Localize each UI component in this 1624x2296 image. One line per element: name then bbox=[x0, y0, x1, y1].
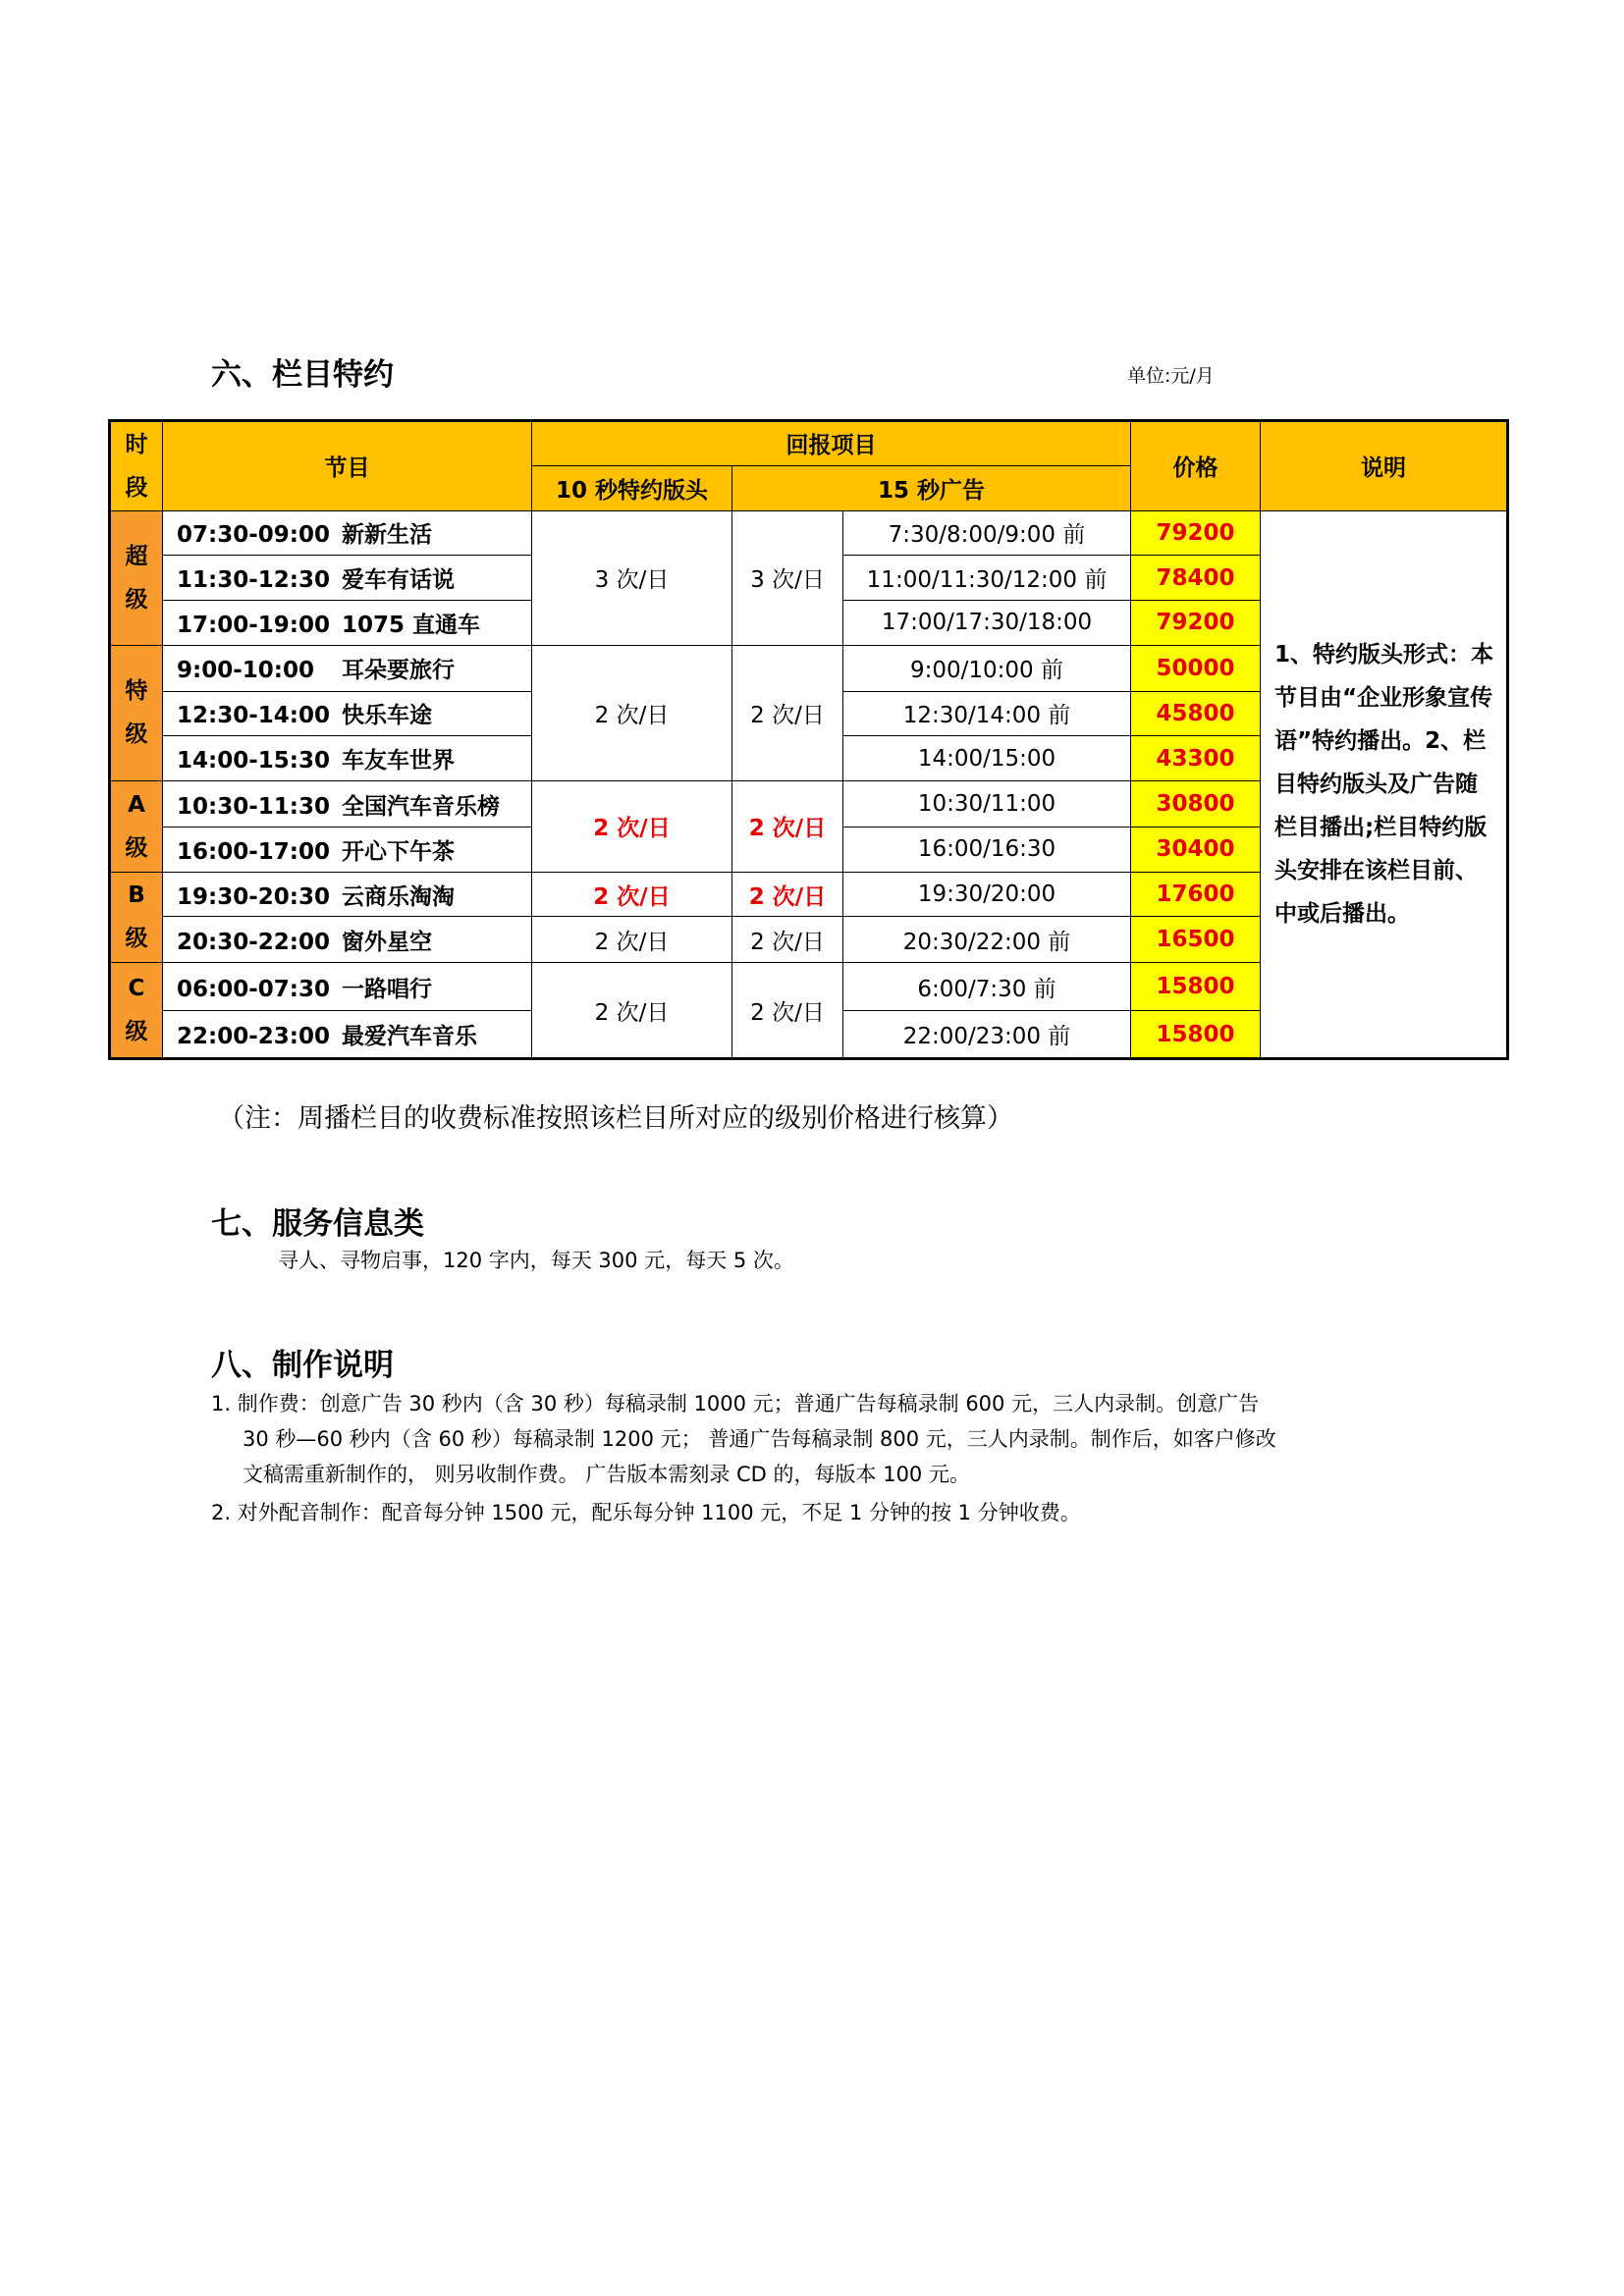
level-cell bbox=[110, 963, 163, 1059]
ad-frequency: 2 次/日 bbox=[732, 917, 843, 963]
program-time: 20:30-22:00 bbox=[177, 929, 330, 955]
header-period: 时段 bbox=[110, 421, 163, 511]
section-8-line: 文稿需重新制作的， 则另收制作费。 广告版本需刻录 CD 的，每版本 100 元。 bbox=[243, 1463, 970, 1486]
price-cell: 79200 bbox=[1131, 510, 1261, 556]
program-cell bbox=[163, 917, 532, 963]
program-cell bbox=[163, 601, 532, 646]
level-cell bbox=[110, 510, 163, 645]
price-cell: 45800 bbox=[1131, 691, 1261, 736]
headline-frequency: 2 次/日 bbox=[532, 872, 732, 917]
headline-frequency: 3 次/日 bbox=[532, 510, 732, 645]
ad-time-cell: 17:00/17:30/18:00 bbox=[843, 601, 1131, 646]
price-cell: 15800 bbox=[1131, 963, 1261, 1011]
level-label: B级 bbox=[125, 882, 148, 952]
program-time: 17:00-19:00 bbox=[177, 612, 330, 638]
header-headline-10s: 10 秒特约版头 bbox=[532, 465, 732, 510]
program-cell bbox=[163, 691, 532, 736]
program-name: 耳朵要旅行 bbox=[342, 658, 455, 684]
program-name: 最爱汽车音乐 bbox=[342, 1024, 477, 1050]
headline-frequency: 2 次/日 bbox=[532, 963, 732, 1059]
price-cell: 17600 bbox=[1131, 872, 1261, 917]
program-cell bbox=[163, 872, 532, 917]
program-cell bbox=[163, 736, 532, 781]
section-8-title: 八、制作说明 bbox=[211, 1348, 394, 1383]
level-label: A级 bbox=[125, 791, 148, 861]
price-cell: 16500 bbox=[1131, 917, 1261, 963]
ad-frequency: 2 次/日 bbox=[732, 963, 843, 1059]
program-time: 07:30-09:00 bbox=[177, 522, 330, 549]
headline-frequency: 2 次/日 bbox=[532, 645, 732, 780]
program-name: 窗外星空 bbox=[342, 929, 432, 955]
section-7-text: 寻人、寻物启事，120 字内，每天 300 元，每天 5 次。 bbox=[278, 1249, 794, 1272]
price-cell: 43300 bbox=[1131, 736, 1261, 781]
headline-frequency: 2 次/日 bbox=[532, 917, 732, 963]
ad-time-cell: 9:00/10:00 前 bbox=[843, 645, 1131, 691]
program-name: 新新生活 bbox=[342, 522, 432, 549]
program-time: 9:00-10:00 bbox=[177, 658, 314, 684]
header-price: 价格 bbox=[1131, 421, 1261, 511]
program-cell bbox=[163, 645, 532, 691]
ad-time-cell: 16:00/16:30 bbox=[843, 827, 1131, 872]
section-6-title: 六、栏目特约 bbox=[211, 357, 394, 393]
header-return-items: 回报项目 bbox=[532, 421, 1131, 466]
ad-frequency: 2 次/日 bbox=[732, 781, 843, 873]
table-footnote: （注：周播栏目的收费标准按照该栏目所对应的级别价格进行核算） bbox=[218, 1103, 1013, 1134]
price-cell: 79200 bbox=[1131, 601, 1261, 646]
section-8-line: 1. 制作费：创意广告 30 秒内（含 30 秒）每稿录制 1000 元；普通广告每稿录制 600 元，三人内录制。创意广告 bbox=[211, 1392, 1260, 1415]
ad-time-cell: 20:30/22:00 前 bbox=[843, 917, 1131, 963]
price-cell: 50000 bbox=[1131, 645, 1261, 691]
level-label: C级 bbox=[125, 976, 148, 1045]
program-name: 快乐车途 bbox=[342, 703, 432, 729]
program-time: 10:30-11:30 bbox=[177, 793, 330, 820]
header-program: 节目 bbox=[163, 421, 532, 511]
unit-label: 单位:元/月 bbox=[1127, 365, 1215, 387]
program-name: 全国汽车音乐榜 bbox=[342, 793, 500, 820]
sponsorship-price-table bbox=[108, 419, 1509, 1060]
level-label: 超级 bbox=[125, 543, 148, 613]
ad-time-cell: 7:30/8:00/9:00 前 bbox=[843, 510, 1131, 556]
ad-time-cell: 10:30/11:00 bbox=[843, 781, 1131, 828]
ad-frequency: 3 次/日 bbox=[732, 510, 843, 645]
level-cell bbox=[110, 781, 163, 873]
program-cell bbox=[163, 556, 532, 601]
ad-time-cell: 12:30/14:00 前 bbox=[843, 691, 1131, 736]
program-cell bbox=[163, 1011, 532, 1059]
section-8-line: 2. 对外配音制作：配音每分钟 1500 元，配乐每分钟 1100 元，不足 1 分钟的按 1 分钟收费。 bbox=[211, 1501, 1081, 1524]
program-name: 1075 直通车 bbox=[342, 612, 481, 638]
program-cell bbox=[163, 781, 532, 828]
price-cell: 30400 bbox=[1131, 827, 1261, 872]
price-cell: 78400 bbox=[1131, 556, 1261, 601]
price-cell: 15800 bbox=[1131, 1011, 1261, 1059]
price-cell: 30800 bbox=[1131, 781, 1261, 828]
program-time: 11:30-12:30 bbox=[177, 567, 330, 594]
program-cell bbox=[163, 510, 532, 556]
ad-time-cell: 6:00/7:30 前 bbox=[843, 963, 1131, 1011]
program-name: 一路唱行 bbox=[342, 976, 432, 1002]
table-row bbox=[110, 510, 1508, 556]
program-cell bbox=[163, 827, 532, 872]
program-time: 06:00-07:30 bbox=[177, 976, 330, 1002]
level-cell bbox=[110, 872, 163, 963]
program-name: 开心下午茶 bbox=[342, 838, 455, 865]
ad-time-cell: 14:00/15:00 bbox=[843, 736, 1131, 781]
ad-time-cell: 22:00/23:00 前 bbox=[843, 1011, 1131, 1059]
section-7-title: 七、服务信息类 bbox=[211, 1206, 424, 1242]
level-cell bbox=[110, 645, 163, 780]
program-time: 14:00-15:30 bbox=[177, 748, 330, 774]
headline-frequency: 2 次/日 bbox=[532, 781, 732, 873]
explanation-cell: 1、特约版头形式：本节目由“企业形象宣传语”特约播出。2、栏目特约版头及广告随栏目播出;栏目特约版头安排在该栏目前、中或后播出。 bbox=[1261, 510, 1508, 1058]
program-name: 爱车有话说 bbox=[342, 567, 455, 594]
program-cell bbox=[163, 963, 532, 1011]
program-time: 22:00-23:00 bbox=[177, 1024, 330, 1050]
header-note: 说明 bbox=[1261, 421, 1508, 511]
program-name: 车友车世界 bbox=[342, 748, 455, 774]
program-time: 19:30-20:30 bbox=[177, 883, 330, 910]
ad-time-cell: 11:00/11:30/12:00 前 bbox=[843, 556, 1131, 601]
ad-frequency: 2 次/日 bbox=[732, 872, 843, 917]
program-name: 云商乐淘淘 bbox=[342, 883, 455, 910]
header-ad-15s: 15 秒广告 bbox=[732, 465, 1131, 510]
program-time: 12:30-14:00 bbox=[177, 703, 330, 729]
section-8-line: 30 秒—60 秒内（含 60 秒）每稿录制 1200 元； 普通广告每稿录制 800 元，三人内录制。制作后，如客户修改 bbox=[243, 1427, 1276, 1451]
ad-time-cell: 19:30/20:00 bbox=[843, 872, 1131, 917]
ad-frequency: 2 次/日 bbox=[732, 645, 843, 780]
program-time: 16:00-17:00 bbox=[177, 838, 330, 865]
level-label: 特级 bbox=[125, 678, 148, 748]
